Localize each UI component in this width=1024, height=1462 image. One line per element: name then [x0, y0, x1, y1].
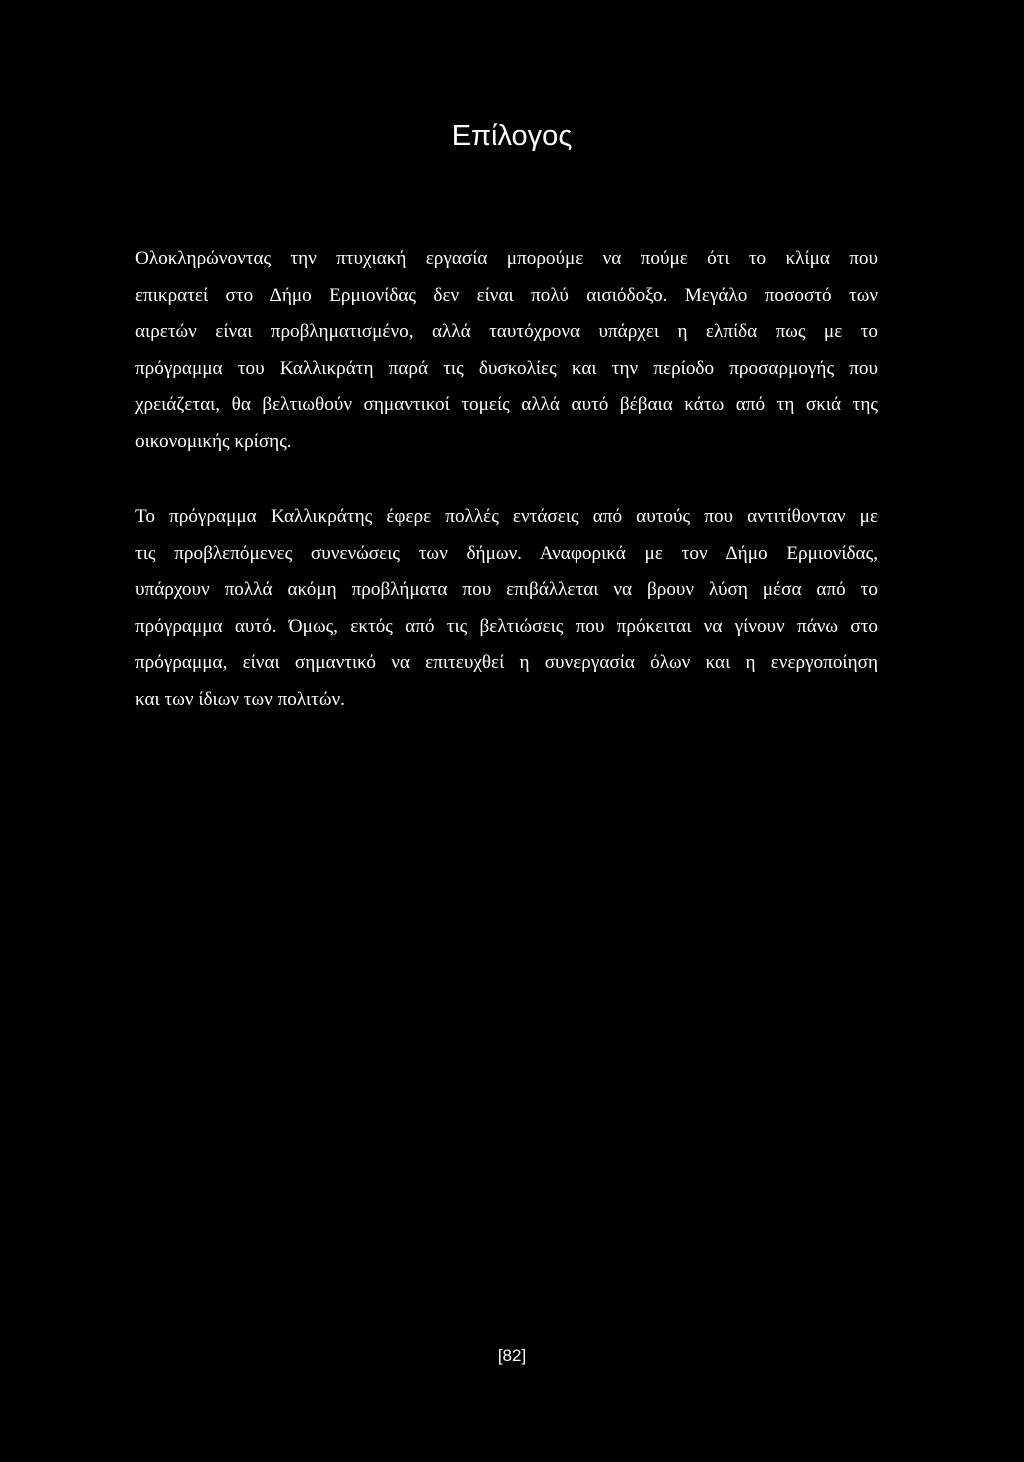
paragraph-1-line-4: πρόγραμμα του Καλλικράτη παρά τις δυσκολίες και την περίοδο προσαρμογής που [135, 357, 878, 379]
paragraph-1 [135, 241, 878, 460]
paragraph-1-line-1: Ολοκληρώνοντας την πτυχιακή εργασία μπορούμε να πούμε ότι το κλίμα που [135, 248, 878, 269]
paragraph-2-line-1: Το πρόγραμμα Καλλικράτης έφερε πολλές εντάσεις από αυτούς που αντιτίθονταν με [135, 506, 878, 527]
paragraph-2-line-2: τις προβλεπόμενες συνενώσεις των δήμων. Αναφορικά με τον Δήμο Ερμιονίδας, [135, 542, 878, 564]
paragraph-2-line-6: και των ίδιων των πολιτών. [135, 688, 345, 710]
page-number: [82] [497, 1346, 527, 1365]
page-title: Επίλογος [451, 120, 573, 152]
paragraph-2-line-5: πρόγραμμα, είναι σημαντικό να επιτευχθεί η συνεργασία όλων και η ενεργοποίηση [135, 652, 878, 673]
paragraph-1-line-6: οικονομικής κρίσης. [135, 430, 292, 452]
paragraph-1-line-2: επικρατεί στο Δήμο Ερμιονίδας δεν είναι πολύ αισιόδοξο. Μεγάλο ποσοστό των [135, 284, 878, 306]
paragraph-2 [135, 499, 878, 718]
paragraph-2-line-4: πρόγραμμα αυτό. Όμως, εκτός από τις βελτιώσεις που πρόκειται να γίνουν πάνω στο [135, 615, 878, 637]
paragraph-1-line-5: χρειάζεται, θα βελτιωθούν σημαντικοί τομείς αλλά αυτό βέβαια κάτω από τη σκιά της [135, 394, 878, 415]
paragraph-2-line-3: υπάρχουν πολλά ακόμη προβλήματα που επιβάλλεται να βρουν λύση μέσα από το [135, 579, 878, 600]
paragraph-1-line-3: αιρετών είναι προβληματισμένο, αλλά ταυτόχρονα υπάρχει η ελπίδα πως με το [135, 321, 878, 342]
